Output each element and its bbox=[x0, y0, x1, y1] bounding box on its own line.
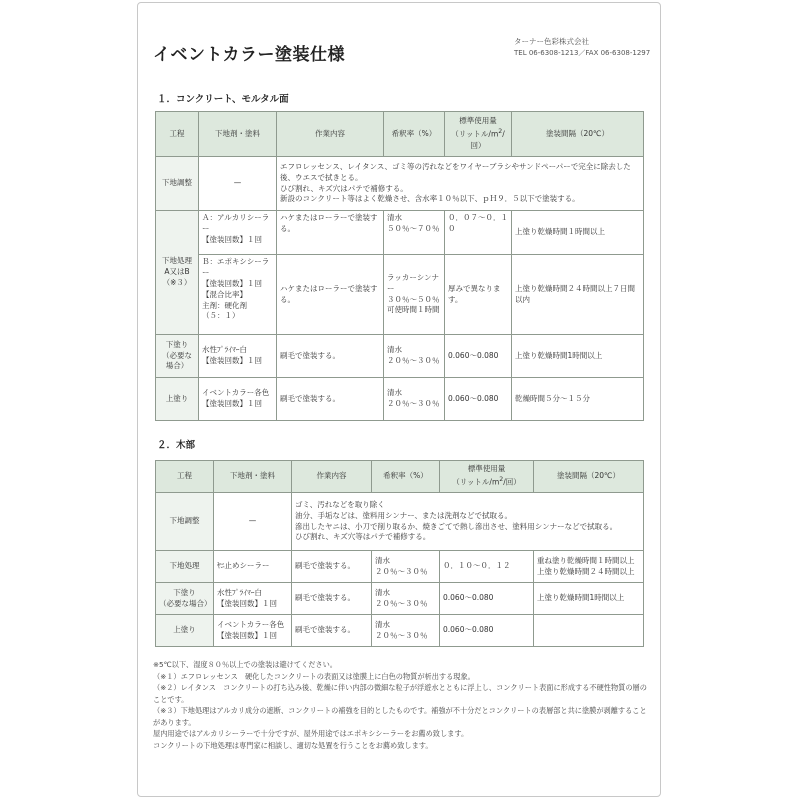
method-cell: 刷毛で塗装する。 bbox=[277, 378, 384, 421]
header-process: 工程 bbox=[156, 112, 199, 157]
process-cell: 下地調整 bbox=[156, 157, 199, 211]
material-cell: イベントカラー各色 【塗装回数】１回 bbox=[214, 615, 292, 647]
usage-cell: 0.060～0.080 bbox=[445, 335, 512, 378]
process-cell: 下塗り （必要な場合） bbox=[156, 335, 199, 378]
header-usage-line1: 標準使用量 bbox=[459, 116, 497, 126]
method-cell: ゴミ、汚れなどを取り除く 油分、手垢などは、塗料用シンナー、または洗剤などで拭取る。 滲出したヤニは、小刀で削り取るか、焼きごてで熱し滲出させ、塗料用シンナーなどで拭取る。 ひび割れ、キズ穴等はパテで補修する。 bbox=[292, 493, 644, 551]
table-row bbox=[156, 551, 644, 583]
process-cell: 上塗り bbox=[156, 378, 199, 421]
note-line: ※5℃以下、湿度８０％以上での塗装は避けてください。 bbox=[153, 660, 337, 669]
material-cell: ﾔﾆ止めシーラー bbox=[214, 551, 292, 583]
material-cell: 水性ﾌﾟﾗｲﾏｰ白 【塗装回数】１回 bbox=[214, 583, 292, 615]
table-row bbox=[156, 583, 644, 615]
dilution-cell: 清水 ２０％～３０％ bbox=[384, 378, 445, 421]
table-row bbox=[156, 493, 644, 551]
header-usage-line2 bbox=[447, 127, 509, 140]
interval-cell bbox=[534, 615, 644, 647]
header-usage-unit: （リットル/m bbox=[452, 477, 500, 487]
usage-cell: 厚みで異なります。 bbox=[445, 255, 512, 335]
header-usage-line2 bbox=[442, 475, 531, 488]
material-cell: — bbox=[214, 493, 292, 551]
section-1-title: １．コンクリート、モルタル面 bbox=[157, 94, 289, 105]
header-usage bbox=[445, 112, 512, 157]
header-usage-line3: 回） bbox=[470, 140, 486, 150]
note-line: コンクリートの下地処理は専門家に相談し、適切な処置を行うことをお薦め致します。 bbox=[153, 740, 433, 750]
interval-cell: 上塗り乾燥時間１時間以上 bbox=[512, 211, 644, 255]
header-method: 作業内容 bbox=[277, 112, 384, 157]
material-cell: イベントカラー各色 【塗装回数】１回 bbox=[199, 378, 277, 421]
interval-cell: 重ね塗り乾燥時間１時間以上 上塗り乾燥時間２４時間以上 bbox=[534, 551, 644, 583]
note-line: （※１）エフロレッセンス 硬化したコンクリートの表面又は塗膜上に白色の物質が析出する現象。 bbox=[153, 671, 475, 681]
method-cell: エフロレッセンス、レイタンス、ゴミ等の汚れなどをワイヤーブラシやサンドペーパーで完全に除去した後、ウエスで拭きとる。 ひび割れ、キズ穴はパテで補修する。 新設のコンクリート等はよく乾燥させ、含水率１０％以下、ｐＨ９．５以下で塗装する。 bbox=[277, 157, 644, 211]
dilution-cell: 清水 ２０％～３０％ bbox=[372, 615, 440, 647]
process-cell: 下塗り （必要な場合） bbox=[156, 583, 214, 615]
header-interval: 塗装間隔（20℃） bbox=[534, 461, 644, 493]
dilution-cell: 清水 ２０％～３０％ bbox=[384, 335, 445, 378]
usage-cell: 0.060～0.080 bbox=[440, 583, 534, 615]
header-material: 下地剤・塗料 bbox=[214, 461, 292, 493]
header-usage-slash: / bbox=[502, 129, 505, 139]
interval-cell: 乾燥時間５分～１５分 bbox=[512, 378, 644, 421]
concrete-spec-table bbox=[155, 111, 644, 421]
dilution-cell: 清水 ５０％～７０％ bbox=[384, 211, 445, 255]
method-cell: ハケまたはローラーで塗装する。 bbox=[277, 211, 384, 255]
header-usage-line1: 標準使用量 bbox=[467, 464, 506, 474]
process-cell: 下地処理 bbox=[156, 551, 214, 583]
page-title: イベントカラー塗装仕様 bbox=[153, 45, 345, 65]
table-row bbox=[156, 335, 644, 378]
note-line: 屋内用途ではアルカリシーラーで十分ですが、屋外用途ではエポキシシーラーをお薦め致します。 bbox=[153, 729, 469, 739]
table-row bbox=[156, 615, 644, 647]
table-header-row bbox=[156, 112, 644, 157]
material-cell: Ｂ：エポキシシーラー 【塗装回数】１回 【混合比率】 主剤：硬化剤 （５：１） bbox=[199, 255, 277, 335]
material-cell: Ａ：アルカリシーラー 【塗装回数】１回 bbox=[199, 211, 277, 255]
method-cell: 刷毛で塗装する。 bbox=[292, 615, 372, 647]
usage-cell: ０．０７～０．１０ bbox=[445, 211, 512, 255]
process-cell: 上塗り bbox=[156, 615, 214, 647]
interval-cell: 上塗り乾燥時間1時間以上 bbox=[534, 583, 644, 615]
material-cell: — bbox=[199, 157, 277, 211]
header-usage bbox=[440, 461, 534, 493]
table-header-row bbox=[156, 461, 644, 493]
dilution-cell: 清水 ２０％～３０％ bbox=[372, 551, 440, 583]
header-usage-sup: 2 bbox=[498, 128, 503, 136]
dilution-cell: ラッカーシンナー ３０％～５０％ 可使時間１時間 bbox=[384, 255, 445, 335]
usage-cell: 0.060～0.080 bbox=[445, 378, 512, 421]
company-name: ターナー色彩株式会社 bbox=[514, 37, 589, 46]
material-cell: 水性ﾌﾟﾗｲﾏｰ白 【塗装回数】１回 bbox=[199, 335, 277, 378]
method-cell: ハケまたはローラーで塗装する。 bbox=[277, 255, 384, 335]
header-usage-unit: （リットル/m bbox=[451, 129, 499, 139]
section-2-title: ２．木部 bbox=[157, 440, 196, 451]
process-cell: 下地調整 bbox=[156, 493, 214, 551]
note-line: （※２）レイタンス コンクリートの打ち込み後、乾燥に伴い内部の微細な粒子が浮遊水とともに浮上し、コンクリート表面に形成する不硬性物質の層のことです。 bbox=[153, 683, 647, 704]
note-line: （※３）下地処理はアルカリ成分の遮断、コンクリートの補強を目的としたものです。補強が不十分だとコンクリートの表層部と共に塗膜が剥離することがあります。 bbox=[153, 706, 647, 727]
method-cell: 刷毛で塗装する。 bbox=[292, 583, 372, 615]
process-cell: 下地処理 A又はB （※３） bbox=[156, 211, 199, 335]
header-dilution: 希釈率（%） bbox=[372, 461, 440, 493]
header-material: 下地剤・塗料 bbox=[199, 112, 277, 157]
interval-cell: 上塗り乾燥時間２４時間以上７日間以内 bbox=[512, 255, 644, 335]
method-cell: 刷毛で塗装する。 bbox=[277, 335, 384, 378]
interval-cell: 上塗り乾燥時間1時間以上 bbox=[512, 335, 644, 378]
header-dilution: 希釈率（%） bbox=[384, 112, 445, 157]
header-interval: 塗装間隔（20℃） bbox=[512, 112, 644, 157]
method-cell: 刷毛で塗装する。 bbox=[292, 551, 372, 583]
header-usage-sup: 2 bbox=[499, 476, 504, 484]
header-usage-tail: /回） bbox=[503, 477, 521, 487]
table-row bbox=[156, 378, 644, 421]
dilution-cell: 清水 ２０％～３０％ bbox=[372, 583, 440, 615]
usage-cell: 0.060～0.080 bbox=[440, 615, 534, 647]
usage-cell: ０．１０～０．１２ bbox=[440, 551, 534, 583]
table-row bbox=[156, 255, 644, 335]
table-row bbox=[156, 211, 644, 255]
table-row bbox=[156, 157, 644, 211]
contact-phone-fax: TEL 06-6308-1213／FAX 06-6308-1297 bbox=[514, 49, 651, 57]
header-method: 作業内容 bbox=[292, 461, 372, 493]
notes bbox=[153, 659, 653, 751]
wood-spec-table bbox=[155, 460, 644, 647]
header-process: 工程 bbox=[156, 461, 214, 493]
